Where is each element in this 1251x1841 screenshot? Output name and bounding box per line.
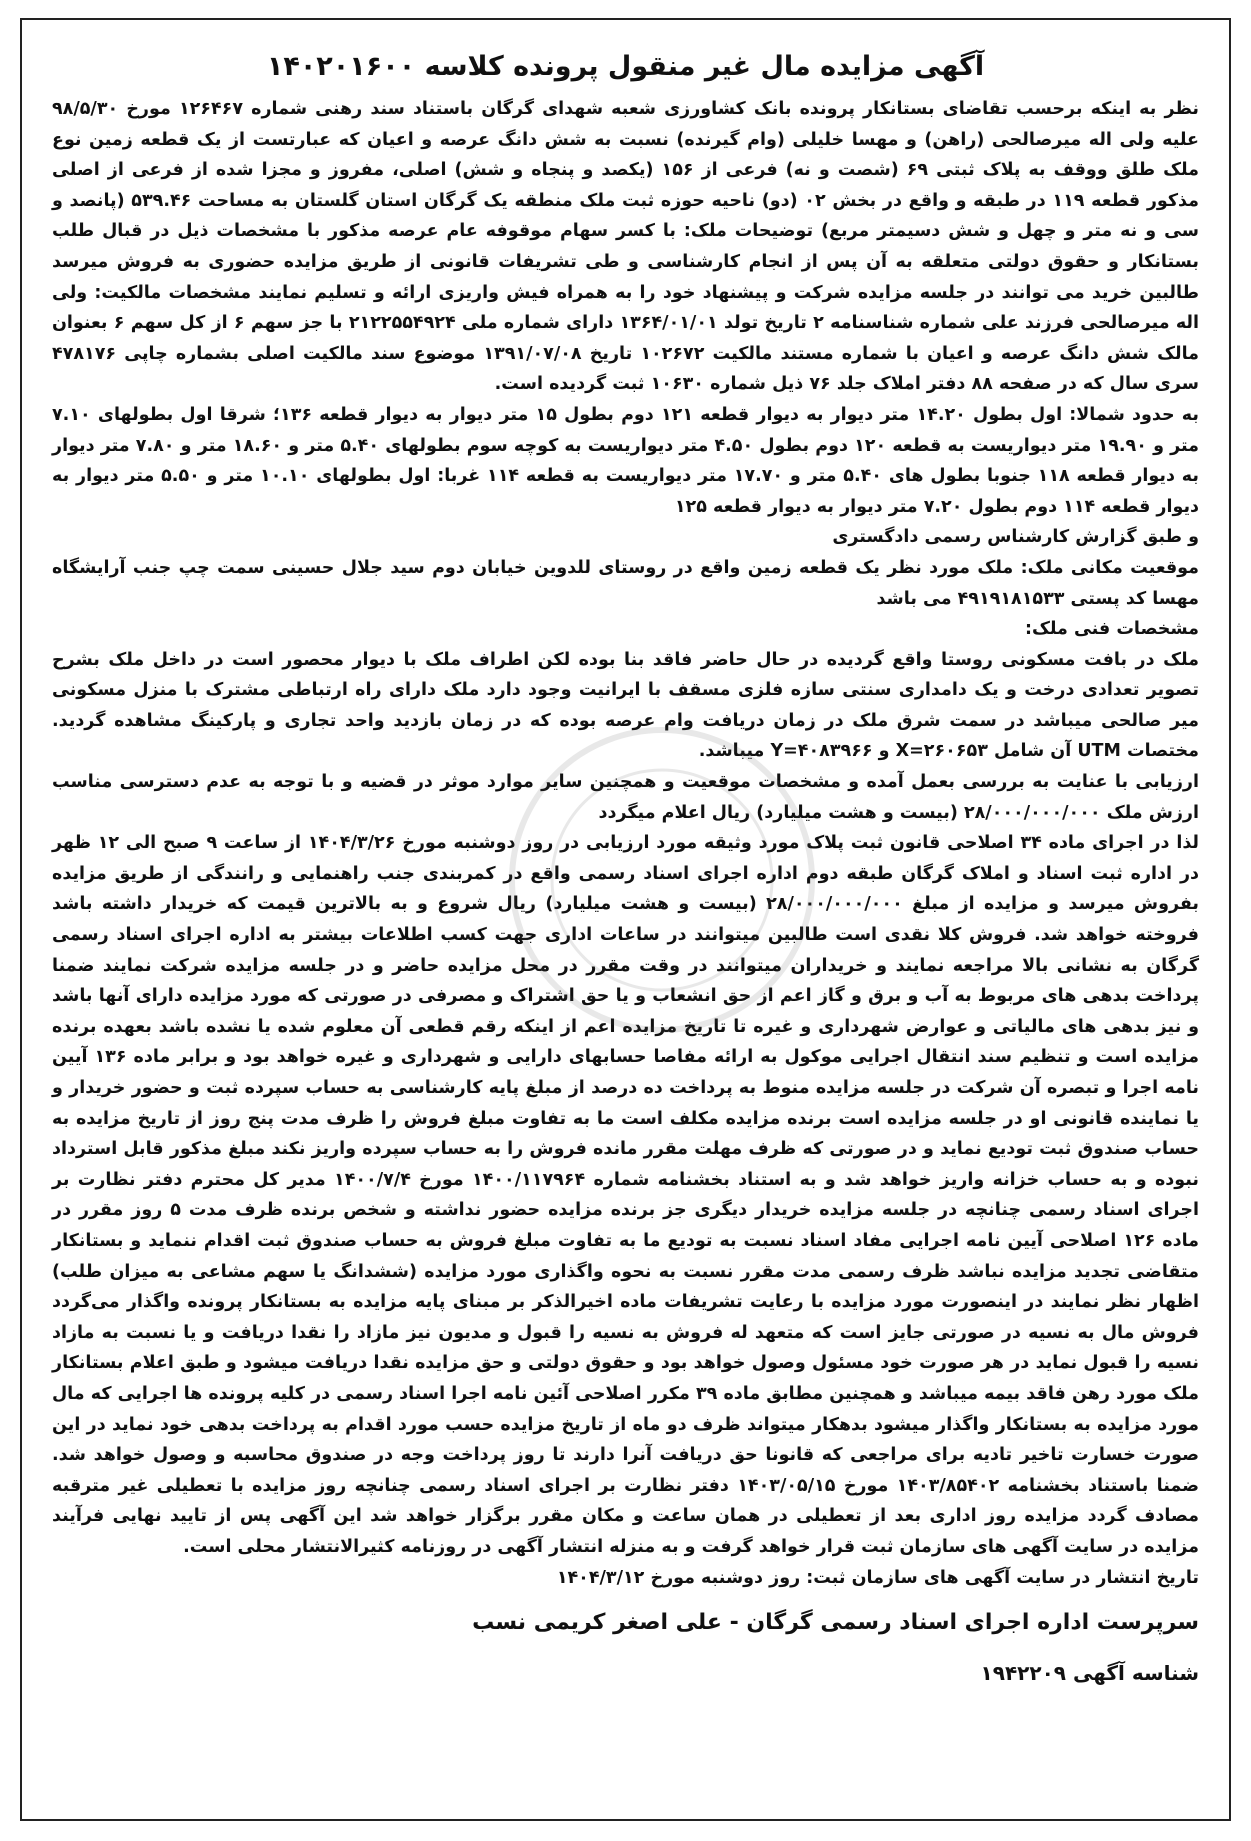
notice-paragraph-technical: ملک در بافت مسکونی روستا واقع گردیده در حال حاضر فاقد بنا بوده لکن اطراف ملک با دیوار محصور است در داخل ملک بشرح تصویر تعدادی درخت و یک دامداری سنتی سازه فلزی مسقف با ایرانیت وجود دارد ملک دارای راه ارتباطی مشترک با منزل مسکونی میر صالحی میباشد در سمت شرق ملک در زمان دریافت وام عرصه بوده که در زمان بازدید واحد تجاری و پارکینگ مشاهده گردید. مختصات UTM آن شامل X=۲۶۰۶۵۳ و Y=۴۰۸۳۹۶۶ میباشد. (52, 649, 1199, 762)
notice-paragraph-intro: نظر به اینکه برحسب تقاضای بستانکار پرونده بانک کشاورزی شعبه شهدای گرگان باستناد سند رهنی شماره ۱۲۶۴۶۷ مورخ ۹۸/۵/۳۰ علیه ولی اله میرصالحی (راهن) و مهسا خلیلی (وام گیرنده) نسبت به شش دانگ عرصه و اعیان که عبارتست از یک قطعه زمین نوع ملک طلق ووقف به پلاک ثبتی ۶۹ (شصت و نه) فرعی از ۱۵۶ (یکصد و پنجاه و شش) اصلی، مفروز و مجزا شده از فرعی از اصلی مذکور قطعه ۱۱۹ در طبقه و واقع در بخش ۰۲ (دو) ناحیه حوزه ثبت ملک منطقه یک گرگان استان گلستان به مساحت ۵۳۹.۴۶ (پانصد و سی و نه متر و چهل و شش دسیمتر مربع) توضیحات ملک: با کسر سهام موقوفه عام عرصه مذکور با مشخصات ذیل در قبال طلب بستانکار و حقوق دولتی متعلقه به آن پس از انجام کارشناسی و طی تشریفات قانونی از طریق مزایده حضوری به فروش میرسد طالبین خرید می توانند در جلسه مزایده شرکت و پیشنهاد خود را به همراه فیش واریزی ارائه و تسلیم نمایند مشخصات مالکیت: ولی اله میرصالحی فرزند علی شماره شناسنامه ۲ تاریخ تولد ۱۳۶۴/۰۱/۰۱ دارای شماره ملی ۲۱۲۲۵۵۴۹۲۴ با جز سهم ۶ از کل سهم ۶ بعنوان مالک شش دانگ عرصه و اعیان با شماره مستند مالکیت ۱۰۲۶۷۲ تاریخ ۱۳۹۱/۰۷/۰۸ موضوع سند مالکیت اصلی بشماره چاپی ۴۷۸۱۷۶ سری سال که در صفحه ۸۸ دفتر املاک جلد ۷۶ ذیل شماره ۱۰۶۳۰ ثبت گردیده است. (52, 99, 1200, 395)
notice-body (52, 94, 1199, 1593)
notice-ad-id: شناسه آگهی ۱۹۴۲۲۰۹ (980, 1661, 1199, 1686)
notice-frame (20, 18, 1231, 1821)
notice-paragraph-auction-terms: لذا در اجرای ماده ۳۴ اصلاحی قانون ثبت پلاک مورد وثیقه مورد ارزیابی در روز دوشنبه مورخ ۱۴۰۴/۳/۲۶ از ساعت ۹ صبح الی ۱۲ ظهر در اداره ثبت اسناد و املاک گرگان طبقه دوم اداره اجرای اسناد رسمی واقع در کمربندی جنب راهنمایی و رانندگی از طریق مزایده بفروش میرسد و مزایده از مبلغ ۲۸/۰۰۰/۰۰۰/۰۰۰ (بیست و هشت میلیارد) ریال شروع و به بالاترین قیمت که خریدار داشته باشد فروخته خواهد شد. فروش کلا نقدی است طالبین میتوانند در ساعات اداری جهت کسب اطلاعات بیشتر به اداره اجرای اسناد رسمی گرگان به نشانی بالا مراجعه نمایند و خریداران میتوانند در وقت مقرر در محل مزایده حاضر و در جلسه مزایده شرکت نمایند ضمنا پرداخت بدهی های مربوط به آب و برق و گاز اعم از حق انشعاب و یا حق اشتراک و مصرفی در صورتی که مورد مزایده دارای آنها باشد و نیز بدهی های مالیاتی و عوارض شهرداری و غیره تا تاریخ مزایده اعم از اینکه رقم قطعی آن معلوم شده یا نشده باشد بعهده برنده مزایده است و تنظیم سند انتقال اجرایی موکول به ارائه مفاصا حسابهای دارایی و شهرداری و غیره خواهد بود و برابر ماده ۱۳۶ آیین نامه اجرا و تبصره آن شرکت در جلسه مزایده منوط به پرداخت ده درصد از مبلغ پایه کارشناسی به حساب سپرده ثبت و حضور خریدار و یا نماینده قانونی او در جلسه مزایده است برنده مزایده مکلف است ما به تفاوت مبلغ فروش را ظرف مدت پنج روز از تاریخ مزایده به حساب صندوق ثبت تودیع نماید و در صورتی که ظرف مهلت مقرر مانده فروش را به حساب سپرده واریز نکند مبلغ مذکور قابل استرداد نبوده و به حساب خزانه واریز خواهد شد و به استناد بخشنامه شماره ۱۴۰۰/۱۱۷۹۶۴ مورخ ۱۴۰۰/۷/۴ مدیر کل محترم دفتر نظارت بر اجرای اسناد رسمی چنانچه در جلسه مزایده خریدار دیگری جز برنده مزایده حضور نداشته و شخص برنده ظرف مدت ۵ روز مقرر در ماده ۱۲۶ اصلاحی آیین نامه اجرایی مفاد اسناد نسبت به تودیع ما به تفاوت مبلغ فروش به حساب صندوق ثبت اقدام ننماید و بستانکار متقاضی تجدید مزایده نباشد ظرف رسمی مدت مقرر نسبت به نحوه واگذاری مورد مزایده (ششدانگ یا سهم مشاعی به میزان طلب) اظهار نظر نمایند در اینصورت مورد مزایده با رعایت تشریفات ماده اخیرالذکر بر مبنای پایه مزایده به بستانکار پرونده واگذار می‌گردد فروش مال به نسیه در صورتی جایز است که متعهد له فروش به نسیه را قبول و مدیون نیز مازاد را نقدا دریافت و یا نسبت به مازاد نسیه را قبول نماید در هر صورت خود مسئول وصول خواهد بود و حقوق دولتی و حق مزایده نقدا دریافت میشود و طبق اعلام بستانکار ملک مورد رهن فاقد بیمه میباشد و همچنین مطابق ماده ۳۹ مکرر اصلاحی آئین نامه اجرا اسناد رسمی در کلیه پرونده ها اجرایی که مال مورد مزایده به بستانکار واگذار میشود بدهکار میتواند ظرف دو ماه از تاریخ مزایده حسب مورد اقدام به پرداخت بدهی خود نماید در این صورت خسارت تاخیر تادیه برای مراجعی که قانونا حق دریافت آنرا دارند تا روز پرداخت وجه در صندوق محاسبه و وصول خواهد شد. ضمنا باستناد بخشنامه ۱۴۰۳/۸۵۴۰۲ مورخ ۱۴۰۳/۰۵/۱۵ دفتر نظارت بر اجرای اسناد رسمی چنانچه روز مزایده با تعطیلی غیر مترقبه مصادف گردد مزایده روز اداری بعد از تعطیلی در همان ساعت و مکان مقرر برگزار خواهد شد این آگهی پس از تایید نهایی فرآیند مزایده در سایت آگهی های سازمان ثبت قرار خواهد گرفت و به منزله انتشار آگهی در روزنامه کثیرالانتشار محلی است. (52, 833, 1200, 1557)
notice-signature: سرپرست اداره اجرای اسناد رسمی گرگان - علی اصغر کریمی نسب (472, 1610, 1199, 1636)
notice-paragraph-boundaries: به حدود شمالا: اول بطول ۱۴.۲۰ متر دیوار به دیوار قطعه ۱۲۱ دوم بطول ۱۵ متر دیوار به دیوار قطعه ۱۳۶؛ شرقا اول بطولهای ۷.۱۰ متر و ۱۹.۹۰ متر دیواریست به قطعه ۱۲۰ دوم بطول ۴.۵۰ متر دیواریست به کوچه سوم بطولهای ۵.۴۰ متر و ۱۸.۶۰ متر و ۷.۸۰ متر دیوار به دیوار قطعه ۱۱۸ جنوبا بطول های ۵.۴۰ متر و ۱۷.۷۰ متر دیواریست به قطعه ۱۱۴ غربا: اول بطولهای ۱۰.۱۰ متر و ۵.۵۰ متر دیوار به دیوار قطعه ۱۱۴ دوم بطول ۷.۲۰ متر دیوار به دیوار قطعه ۱۲۵ (52, 404, 1199, 517)
notice-paragraph-valuation: ارزیابی با عنایت به بررسی بعمل آمده و مشخصات موقعیت و همچنین سایر موارد موثر در قضیه و با توجه به عدم دسترسی مناسب ارزش ملک ۲۸/۰۰۰/۰۰۰/۰۰۰ (بیست و هشت میلیارد) ریال اعلام میگردد (52, 772, 1199, 823)
notice-paragraph-publication-date: تاریخ انتشار در سایت آگهی های سازمان ثبت: روز دوشنبه مورخ ۱۴۰۴/۳/۱۲ (556, 1567, 1199, 1588)
notice-paragraph-location: موقعیت مکانی ملک: ملک مورد نظر یک قطعه زمین واقع در روستای للدوین خیابان دوم سید جلال حسینی سمت چپ جنب آرایشگاه مهسا کد پستی ۴۹۱۹۱۸۱۵۳۳ می باشد (52, 557, 1199, 609)
notice-title: آگهی مزایده مال غیر منقول پرونده کلاسه ۱۴۰۲۰۱۶۰۰ (266, 51, 985, 82)
notice-paragraph-expert-report: و طبق گزارش کارشناس رسمی دادگستری (832, 527, 1199, 548)
notice-paragraph-technical-heading: مشخصات فنی ملک: (1024, 619, 1199, 640)
